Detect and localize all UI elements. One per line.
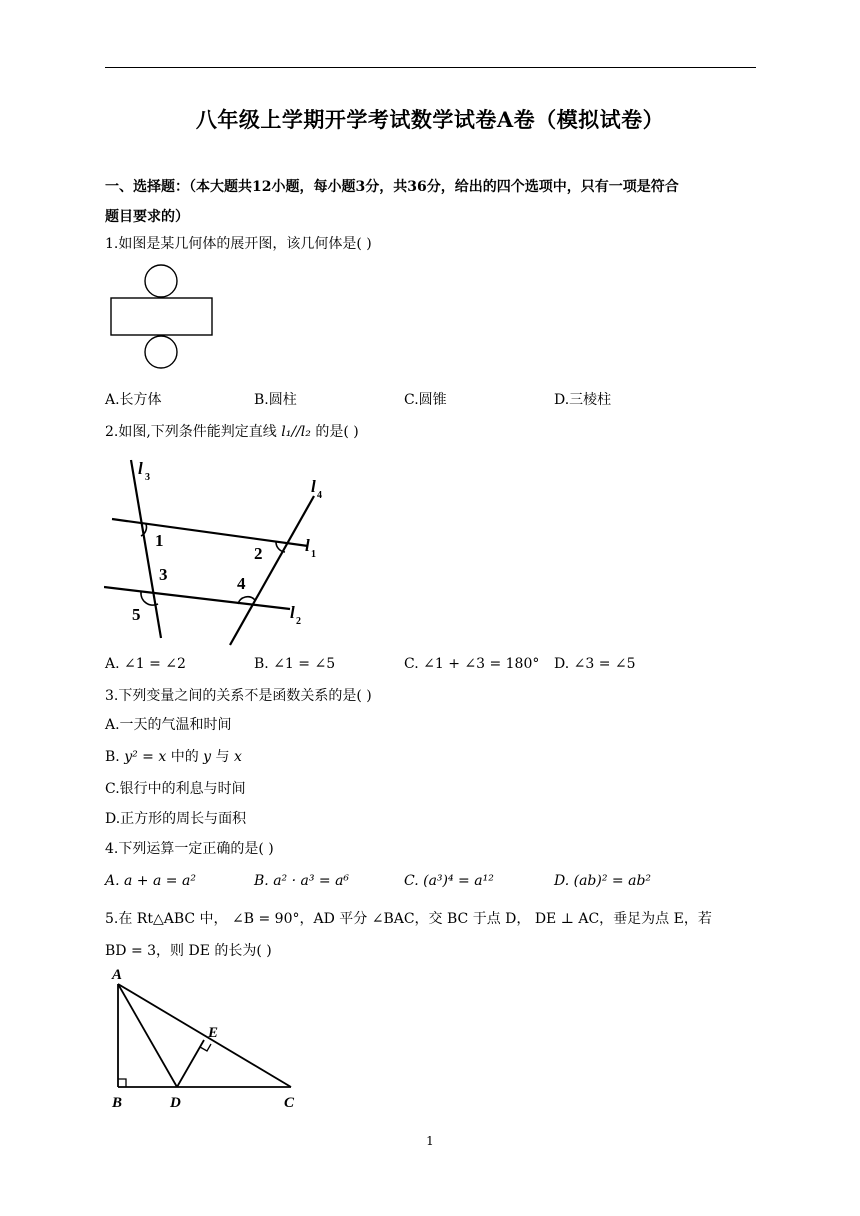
point-c-label: C: [284, 1095, 295, 1111]
q1-option-b: B.圆柱: [254, 392, 297, 408]
q4-option-d: D. (ab)² = ab²: [554, 873, 652, 889]
q2-option-a: A. ∠1 = ∠2: [105, 656, 186, 672]
question-5-line1: 5.在 Rt△ABC 中， ∠B = 90°，AD 平分 ∠BAC，交 BC 于点 D， DE ⊥ AC，垂足为点 E，若: [105, 911, 712, 927]
label-l1-sub: 1: [311, 549, 316, 560]
q3-option-c: C.银行中的利息与时间: [105, 781, 246, 797]
question-4-stem: 4.下列运算一定正确的是( ): [105, 841, 274, 857]
q2-option-d: D. ∠3 = ∠5: [554, 656, 636, 672]
q1-option-d: D.三棱柱: [554, 392, 612, 408]
question-2-stem: [105, 421, 359, 441]
q2-option-c: C. ∠1 + ∠3 = 180°: [404, 656, 540, 672]
label-l3-sub: 3: [145, 472, 150, 483]
point-d-label: D: [170, 1095, 181, 1111]
page-title: 八年级上学期开学考试数学试卷A卷（模拟试卷）: [195, 107, 665, 132]
point-b-label: B: [112, 1095, 123, 1111]
q3-option-a: A.一天的气温和时间: [105, 717, 232, 733]
q2-stem-pre: 2.如图,下列条件能判定直线: [105, 424, 282, 440]
point-e-label: E: [208, 1025, 219, 1041]
page-number: 1: [426, 1134, 434, 1148]
q2-stem-post: 的是( ): [310, 424, 359, 440]
q1-option-a: A.长方体: [105, 392, 162, 408]
net-top-circle: [145, 265, 177, 297]
section-heading: [105, 172, 755, 232]
label-l2-sub: 2: [296, 616, 301, 627]
header-rule: [105, 67, 756, 68]
section-heading-line2: 题目要求的）: [105, 209, 189, 225]
segment-ac: [118, 984, 291, 1087]
q3-option-b-and: 与: [211, 749, 234, 765]
q3-option-b-prefix: B.: [105, 749, 125, 765]
angle-2-label: 2: [254, 544, 263, 563]
angle-1-label: 1: [155, 531, 164, 550]
right-angle-b: [118, 1079, 126, 1087]
question-1-stem: 1.如图是某几何体的展开图，该几何体是( ): [105, 236, 372, 252]
question-1-figure: [108, 260, 216, 372]
label-l4: l: [311, 477, 316, 496]
q1-option-c: C.圆锥: [404, 392, 447, 408]
q3-option-b-y: y: [203, 749, 212, 765]
line-l1: [112, 519, 308, 546]
net-bottom-circle: [145, 336, 177, 368]
q2-stem-math: l₁//l₂: [281, 424, 311, 440]
q4-option-b: B. a² · a³ = a⁶: [254, 873, 350, 889]
q3-option-d: D.正方形的周长与面积: [105, 811, 247, 827]
question-5-figure: [104, 962, 304, 1112]
q2-option-b: B. ∠1 = ∠5: [254, 656, 336, 672]
net-rectangle: [111, 298, 212, 335]
angle-5-label: 5: [132, 605, 141, 624]
q3-option-b-x: x: [234, 749, 242, 765]
section-heading-line1: 一、选择题：（本大题共12小题，每小题3分，共36分，给出的四个选项中，只有一项是符合: [105, 179, 679, 195]
label-l3: l: [138, 459, 143, 478]
question-5-line2: BD = 3，则 DE 的长为( ): [105, 943, 272, 959]
label-l1: l: [305, 536, 310, 555]
q4-option-c: C. (a³)⁴ = a¹²: [404, 873, 494, 889]
question-2-figure: [104, 452, 334, 648]
point-a-label: A: [112, 967, 123, 983]
segment-de: [177, 1040, 204, 1087]
q3-option-b: [105, 746, 242, 766]
label-l4-sub: 4: [317, 490, 322, 501]
label-l2: l: [290, 603, 295, 622]
angle-4-label: 4: [237, 574, 246, 593]
segment-ad: [118, 984, 177, 1087]
line-l4: [230, 496, 314, 645]
q3-option-b-math: y² = x: [124, 749, 167, 765]
angle-3-label: 3: [159, 565, 168, 584]
q4-option-a: A. a + a = a²: [105, 873, 196, 889]
question-3-stem: 3.下列变量之间的关系不是函数关系的是( ): [105, 688, 372, 704]
q3-option-b-mid: 中的: [166, 749, 204, 765]
